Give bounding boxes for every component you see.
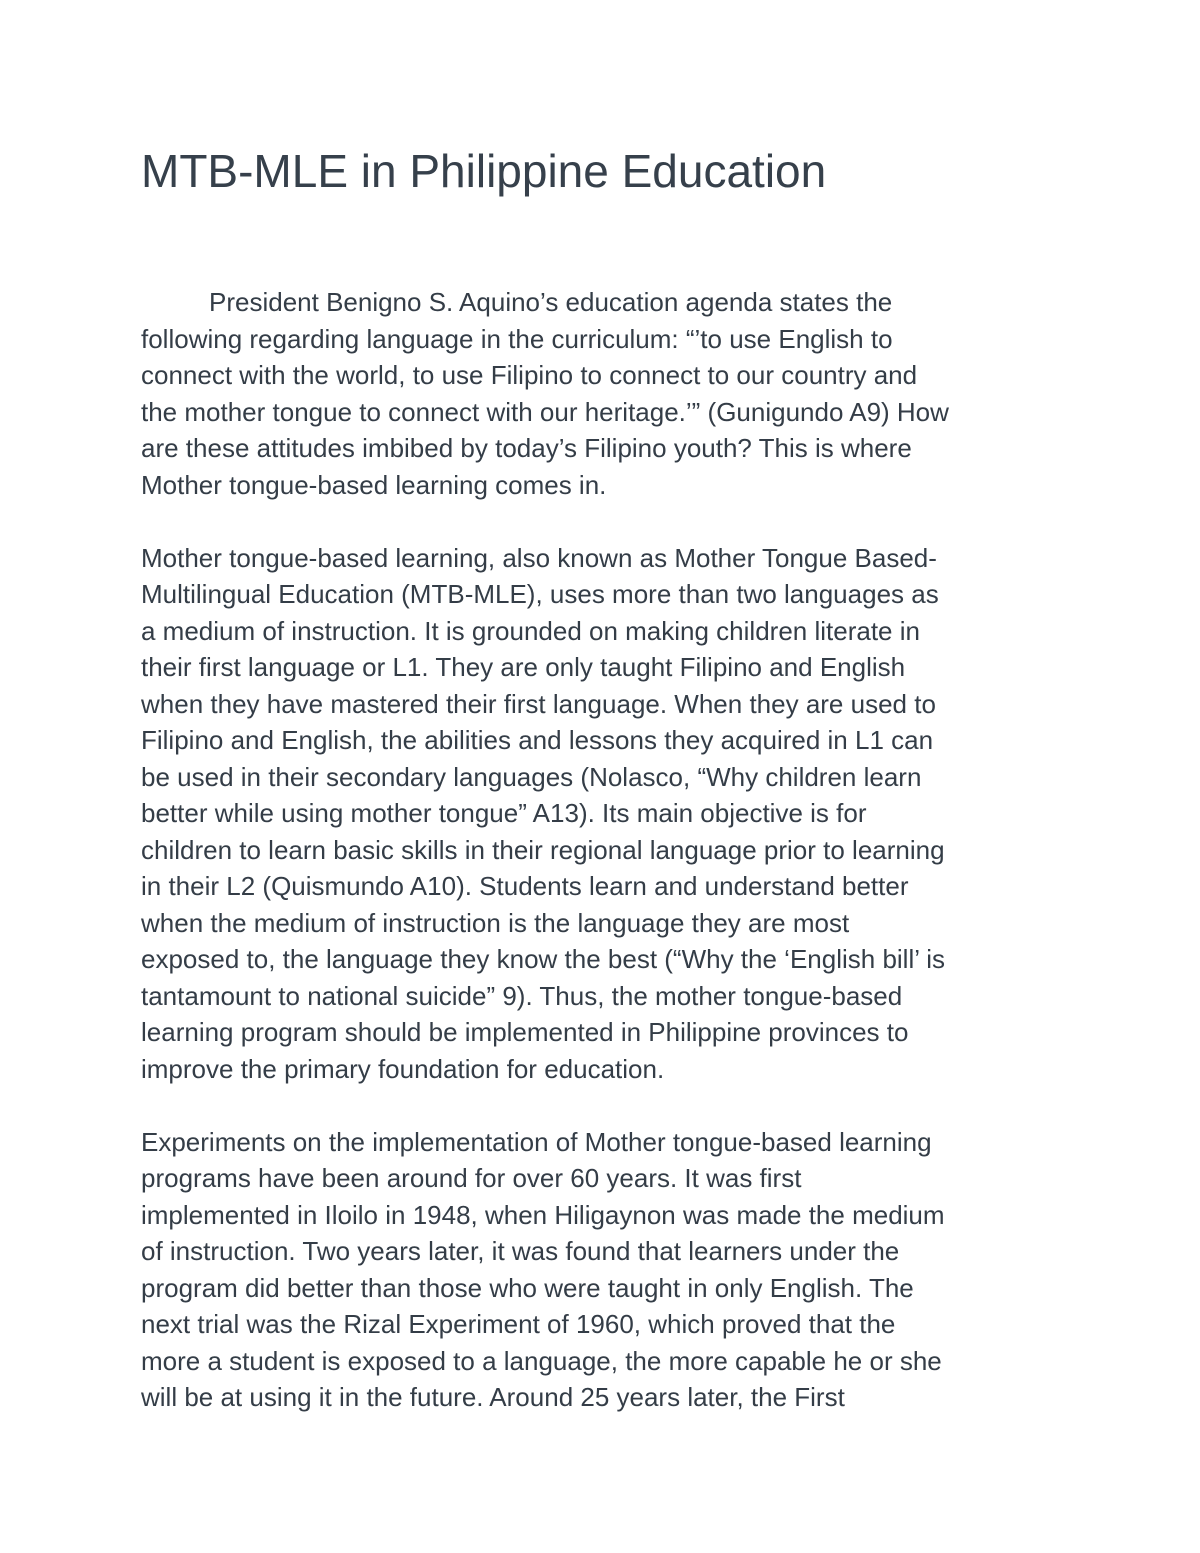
text-line: of instruction. Two years later, it was found that learners under the [141, 1236, 900, 1266]
text-line: when the medium of instruction is the language they are most [141, 907, 850, 938]
text-line: better while using mother tongue” A13). Its main objective is for [141, 798, 867, 828]
text-line: exposed to, the language they know the best (“Why the ‘English bill’ is [141, 944, 946, 974]
text-line: next trial was the Rizal Experiment of 1960, which proved that the [141, 1309, 896, 1339]
document-body [141, 284, 1071, 1416]
text-line: connect with the world, to use Filipino to connect to our country and [141, 360, 918, 390]
text-line: be used in their secondary languages (Nolasco, “Why children learn [141, 761, 922, 792]
text-line: President Benigno S. Aquino’s education agenda states the [209, 287, 893, 317]
text-line: in their L2 (Quismundo A10). Students learn and understand better [141, 871, 909, 901]
text-line: programs have been around for over 60 years. It was first [141, 1163, 802, 1193]
text-line: implemented in Iloilo in 1948, when Hiligaynon was made the medium [141, 1199, 945, 1230]
text-line: a medium of instruction. It is grounded on making children literate in [141, 615, 920, 646]
text-line: Experiments on the implementation of Mother tongue-based learning [141, 1126, 932, 1157]
paragraph-1 [141, 284, 1071, 503]
text-line: are these attitudes imbibed by today’s Filipino youth? This is where [141, 433, 912, 463]
text-line: following regarding language in the curriculum: “’to use English to [141, 323, 893, 354]
text-line: Multilingual Education (MTB-MLE), uses more than two languages as [141, 579, 939, 609]
text-line: Filipino and English, the abilities and lessons they acquired in L1 can [141, 725, 934, 755]
text-line: learning program should be implemented in Philippine provinces to [141, 1017, 909, 1047]
text-line: tantamount to national suicide” 9). Thus, the mother tongue-based [141, 980, 903, 1011]
text-line: will be at using it in the future. Around 25 years later, the First [141, 1382, 845, 1412]
document-title: MTB-MLE in Philippine Education [141, 145, 827, 197]
paragraph-3 [141, 1124, 1071, 1416]
paragraph-spacer [141, 1087, 1071, 1124]
text-line: program did better than those who were taught in only English. The [141, 1272, 914, 1303]
text-line: more a student is exposed to a language, the more capable he or she [141, 1345, 942, 1376]
paragraph-2 [141, 540, 1071, 1088]
text-line: children to learn basic skills in their regional language prior to learning [141, 834, 945, 865]
text-line: their first language or L1. They are only taught Filipino and English [141, 652, 906, 682]
text-line: the mother tongue to connect with our heritage.’” (Gunigundo A9) How [141, 396, 949, 427]
text-line: improve the primary foundation for education. [141, 1053, 665, 1084]
text-line: Mother tongue-based learning, also known as Mother Tongue Based- [141, 542, 937, 573]
text-line: Mother tongue-based learning comes in. [141, 469, 607, 500]
paragraph-spacer [141, 503, 1071, 540]
text-line: when they have mastered their first language. When they are used to [141, 688, 936, 719]
